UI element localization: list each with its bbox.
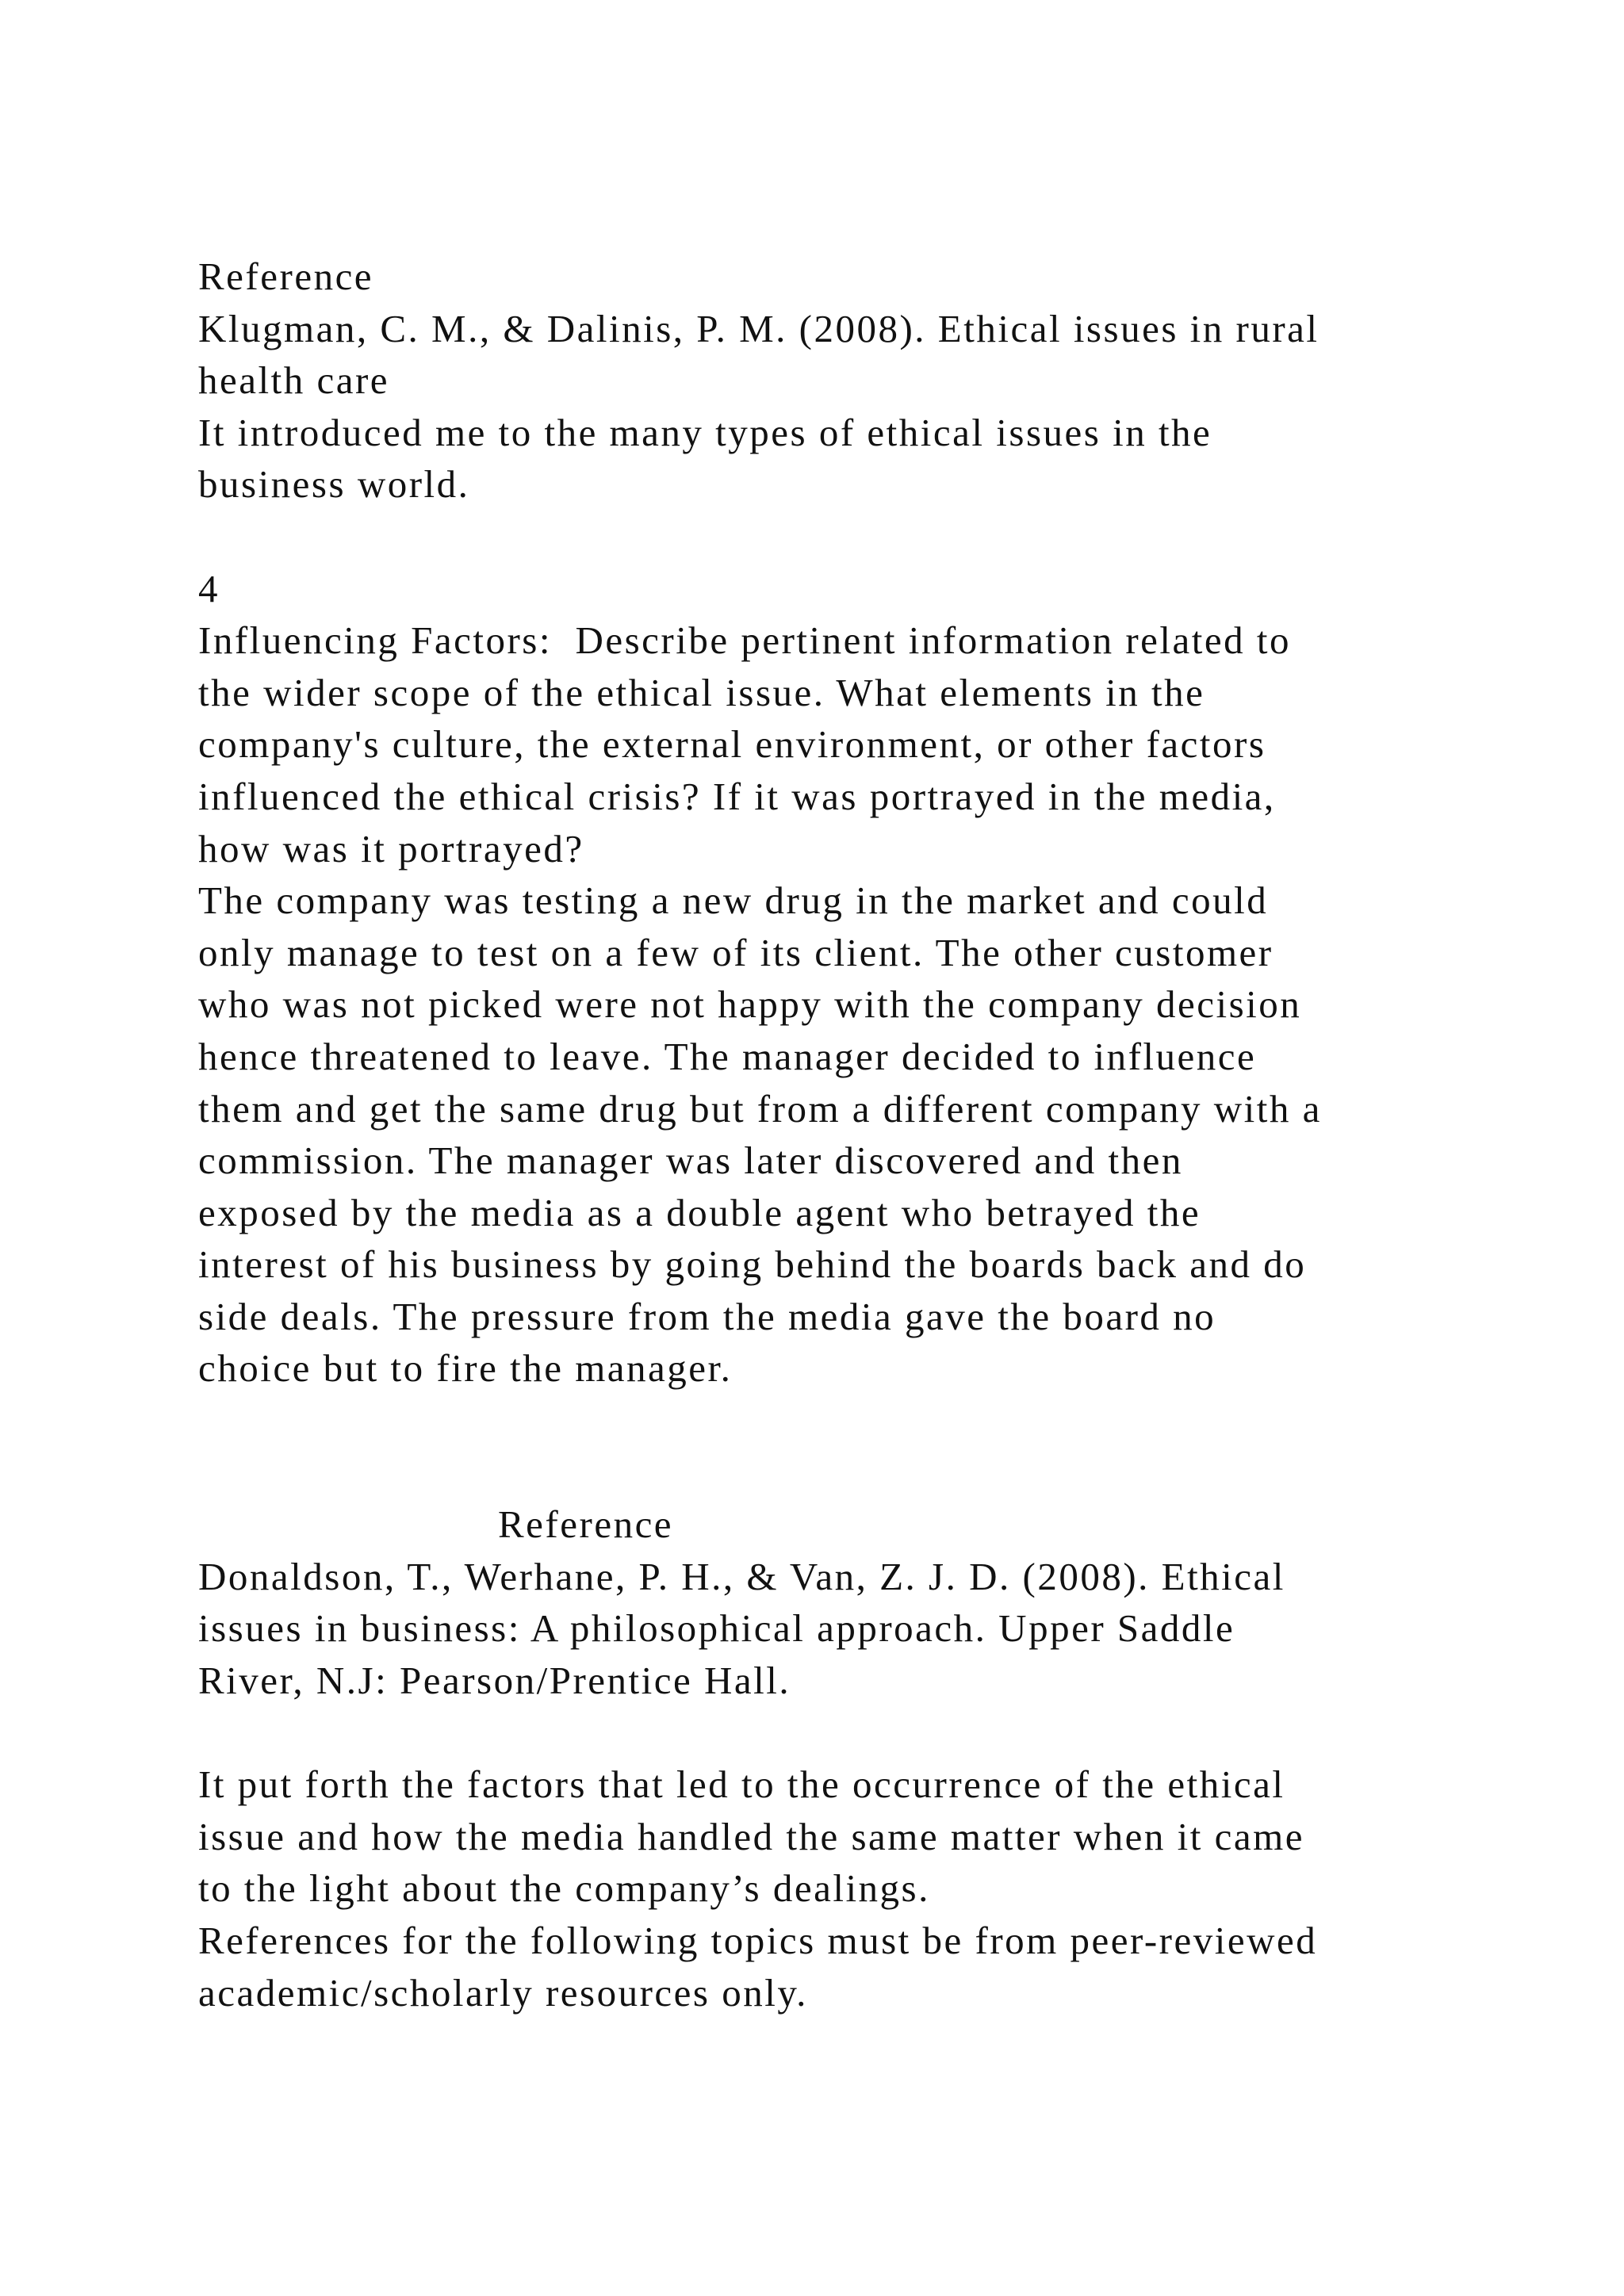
- prompt-line: Influencing Factors: Describe pertinent information related to: [198, 618, 1292, 663]
- answer-line: side deals. The pressure from the media gave the board no: [198, 1294, 1216, 1338]
- section-number: 4: [198, 566, 220, 610]
- citation-line: River, N.J: Pearson/Prentice Hall.: [198, 1659, 791, 1703]
- answer-line: interest of his business by going behind the boards back and do: [198, 1242, 1307, 1287]
- answer-line: only manage to test on a few of its client. The other customer: [198, 930, 1274, 974]
- blank-line: [198, 1447, 1499, 1499]
- prompt-line: the wider scope of the ethical issue. What elements in the: [198, 670, 1205, 714]
- answer-line: commission. The manager was later discovered and then: [198, 1138, 1183, 1183]
- citation-line: Donaldson, T., Werhane, P. H., & Van, Z. J. D. (2008). Ethical: [198, 1554, 1285, 1598]
- citation-line: Klugman, C. M., & Dalinis, P. M. (2008). Ethical issues in rural: [198, 306, 1320, 350]
- document-body: [198, 251, 1499, 2019]
- answer-line: The company was testing a new drug in the market and could: [198, 878, 1269, 923]
- prompt-line: company's culture, the external environment, or other factors: [198, 722, 1266, 767]
- note-line: It put forth the factors that led to the occurrence of the ethical: [198, 1762, 1285, 1807]
- citation-line: issues in business: A philosophical approach. Upper Saddle: [198, 1606, 1235, 1651]
- reference-heading: Reference: [198, 254, 374, 298]
- answer-line: choice but to fire the manager.: [198, 1346, 733, 1391]
- note-line: to the light about the company’s dealings.: [198, 1866, 930, 1911]
- citation-line: health care: [198, 358, 390, 403]
- reference-heading: Reference: [498, 1502, 674, 1547]
- answer-line: hence threatened to leave. The manager decided to influence: [198, 1034, 1257, 1078]
- answer-line: exposed by the media as a double agent who betrayed the: [198, 1190, 1201, 1234]
- blank-line: [198, 1395, 1499, 1447]
- closing-line: References for the following topics must be from peer-reviewed: [198, 1919, 1318, 1962]
- prompt-line: how was it portrayed?: [198, 826, 584, 871]
- note-line: It introduced me to the many types of ethical issues in the: [198, 410, 1212, 454]
- note-line: issue and how the media handled the same matter when it came: [198, 1814, 1305, 1858]
- prompt-line: influenced the ethical crisis? If it was portrayed in the media,: [198, 774, 1276, 818]
- closing-line: academic/scholarly resources only.: [198, 1970, 808, 2015]
- note-line: business world.: [198, 462, 470, 507]
- blank-line: [198, 511, 1499, 563]
- blank-line: [198, 1707, 1499, 1759]
- answer-line: them and get the same drug but from a different company with a: [198, 1086, 1322, 1131]
- answer-line: who was not picked were not happy with the company decision: [198, 982, 1302, 1027]
